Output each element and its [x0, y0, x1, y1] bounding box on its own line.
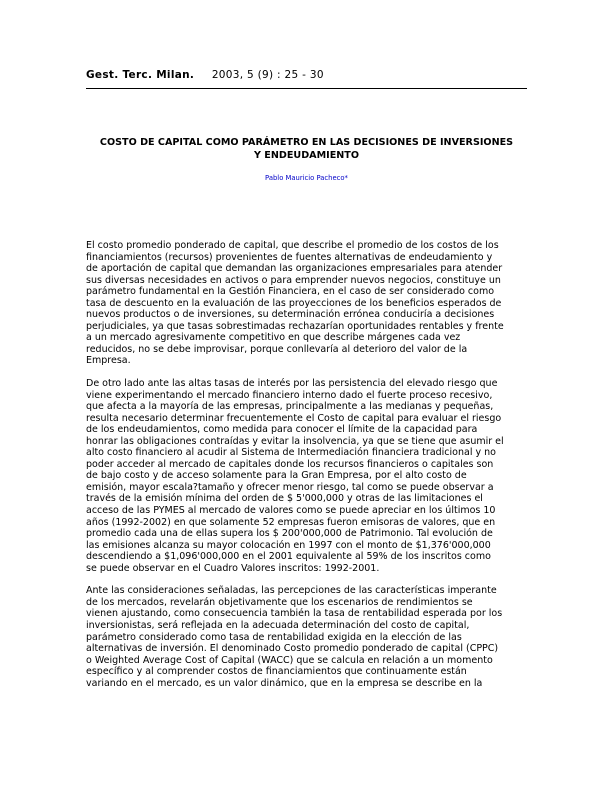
body-paragraph [86, 585, 527, 689]
paragraph-line: años (1992-2002) en que solamente 52 empresas fueron emisoras de valores, que en [86, 516, 496, 528]
paragraph-line: Empresa. [86, 355, 131, 367]
paragraph-line: promedio cada una de ellas supera los $ 200'000,000 de Patrimonio. Tal evolución de [86, 528, 493, 540]
paragraph-line: reducidos, no se debe improvisar, porque conllevaría al deterioro del valor de la [86, 343, 468, 355]
paragraph-line: variando en el mercado, es un valor dinámico, que en la empresa se describe en la [86, 677, 483, 689]
paragraph-line: alternativas de inversión. El denominado Costo promedio ponderado de capital (CPPC) [86, 643, 499, 655]
paragraph-line: Ante las consideraciones señaladas, las percepciones de las características imperante [86, 585, 497, 597]
paragraph-line: emisión, mayor escala?tamaño y ofrecer menor riesgo, tal como se puede observar a [86, 481, 494, 493]
paragraph-line: o Weighted Average Cost of Capital (WACC) que se calcula en relación a un momento [86, 654, 493, 666]
article-body [86, 240, 527, 700]
paragraph-line: las emisiones alcanza su mayor colocación en 1997 con el monto de $1,376'000,000 [86, 539, 491, 551]
body-paragraph [86, 240, 527, 367]
article-title [86, 137, 527, 162]
paragraph-line: poder acceder al mercado de capitales donde los recursos financieros o capitales son [86, 458, 494, 470]
paragraph-line: resulta necesario determinar frecuentemente el Costo de capital para evaluar el riesgo [86, 412, 502, 424]
paragraph-line: financiamientos (recursos) provenientes de fuentes alternativas de endeudamiento y [86, 251, 493, 263]
paragraph-line: perjudiciales, ya que tasas sobrestimadas rechazarían oportunidades rentables y frente [86, 320, 504, 332]
paragraph-line: descendiendo a $1,096'000,000 en el 2001 equivalente al 59% de los inscritos como [86, 551, 491, 563]
paragraph-line: De otro lado ante las altas tasas de interés por las persistencia del elevado riesgo que [86, 378, 498, 390]
paragraph-line: inversionistas, será reflejada en la adecuada determinación del costo de capital, [86, 619, 470, 631]
article-author: Pablo Mauricio Pacheco* [265, 174, 348, 182]
paragraph-line: que afecta a la mayoría de las empresas, principalmente a las medianas y pequeñas, [86, 401, 494, 413]
article-title-line: COSTO DE CAPITAL COMO PARÁMETRO EN LAS DECISIONES DE INVERSIONES [99, 137, 514, 148]
paragraph-line: parámetro fundamental en la Gestión Financiera, en el caso de ser considerado como [86, 286, 495, 298]
paragraph-line: de bajo costo y de acceso solamente para la Gran Empresa, por el alto costo de [86, 470, 467, 482]
paragraph-line: parámetro considerado como tasa de rentabilidad exigida en la elección de las [86, 631, 462, 643]
journal-citation-line [86, 69, 324, 81]
paragraph-line: de aportación de capital que demandan las organizaciones empresariales para atender [86, 263, 503, 275]
paragraph-line: de los endeudamientos, como medida para conocer el límite de la capacidad para [86, 424, 478, 436]
paragraph-line: a un mercado agresivamente competitivo en que describe márgenes cada vez [86, 332, 461, 344]
paragraph-line: vienen ajustando, como consecuencia también la tasa de rentabilidad esperada por los [86, 608, 503, 620]
paragraph-line: específico y al comprender costos de financiamientos que continuamente están [86, 666, 467, 678]
paragraph-line: sus diversas necesidades en activos o para emprender nuevos negocios, constituye un [86, 274, 501, 286]
article-title-line: Y ENDEUDAMIENTO [254, 149, 359, 161]
journal-volume-pages: 2003, 5 (9) : 25 - 30 [211, 69, 324, 81]
journal-name: Gest. Terc. Milan. [86, 69, 195, 81]
paragraph-line: nuevos productos o de inversiones, su determinación errónea conduciría a decisiones [86, 309, 495, 321]
paragraph-line: través de la emisión mínima del orden de $ 5'000,000 y otras de las limitaciones el [86, 493, 483, 505]
paragraph-line: se puede observar en el Cuadro Valores inscritos: 1992-2001. [86, 562, 380, 574]
header-rule [86, 88, 527, 89]
paragraph-line: acceso de las PYMES al mercado de valores como se puede apreciar en los últimos 10 [86, 505, 496, 517]
paragraph-line: viene experimentando el mercado financiero interno dado el fuerte proceso recesivo, [86, 389, 493, 401]
paragraph-line: tasa de descuento en la evaluación de las proyecciones de los beneficios esperados de [86, 297, 502, 309]
body-paragraph [86, 378, 527, 574]
paragraph-line: de los mercados, revelarán objetivamente que los escenarios de rendimientos se [86, 596, 473, 608]
paragraph-line: honrar las obligaciones contraídas y evitar la insolvencia, ya que se tiene que asumir el [86, 435, 504, 447]
paragraph-line: El costo promedio ponderado de capital, que describe el promedio de los costos de los [86, 240, 499, 251]
paragraph-line: alto costo financiero al acudir al Sistema de Intermediación financiera tradicional y no [86, 447, 496, 459]
